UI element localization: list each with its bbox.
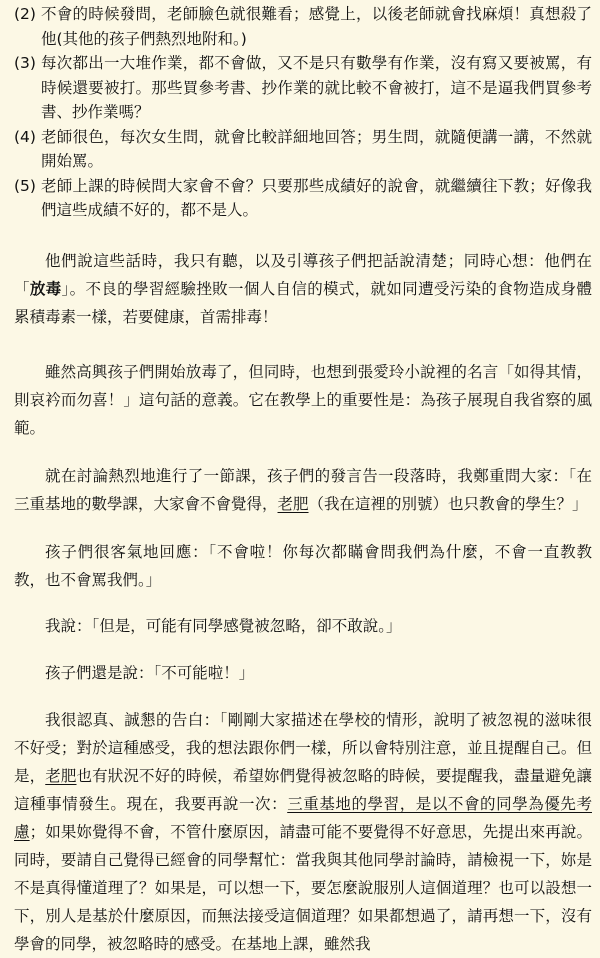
text-run: 也有狀況不好的時候，希望妳們覺得被忽略的時候，要提醒我，盡量避免讓這種事情發生。現在，我要再說一次：: [14, 766, 592, 813]
text-run: 」。不良的學習經驗挫敗一個人自信的模式，就如同遭受污染的食物造成身體累積毒素一樣，若要健康，首需排毒！: [14, 279, 592, 326]
item-number: (5): [14, 176, 36, 195]
underlined-name: 老肥: [45, 766, 77, 785]
item-text: 每次都出一大堆作業，都不會做，又不是只有數學有作業，沒有寫又要被罵，有時候還要被打。那些買參考書、抄作業的就比較不會被打，這不是逼我們買參考書、抄作業嗎？: [41, 54, 592, 121]
list-item: [14, 2, 592, 51]
item-number: (3): [14, 54, 36, 72]
text-run: 他們說這些話時，我只有聽，以及引導孩子們把話說清楚；同時心想：他們在「: [14, 251, 592, 298]
item-number: (4): [14, 127, 36, 146]
list-item: [14, 125, 592, 174]
paragraph-quote: 雖然高興孩子們開始放毒了，但同時，也想到張愛玲小說裡的名言「如得其情，則哀衿而勿喜！」這句話的意義。它在教學上的重要性是：為孩子展現自我省察的風範。: [14, 362, 592, 437]
item-text: 老師上課的時候問大家會不會？只要那些成績好的說會，就繼續往下教；好像我們這些成績不好的，都不是人。: [41, 176, 592, 219]
item-text: 不會的時候發問，老師臉色就很難看；感覺上，以後老師就會找麻煩！真想殺了他(其他的孩子們熱烈地附和。): [41, 5, 592, 48]
paragraph-response: 孩子們很客氣地回應：「不會啦！你每次都瞞會問我們為什麼，不會一直教教教，也不會罵我們。」: [14, 542, 592, 589]
text-run: 就在討論熱烈地進行了一節課，孩子們的發言告一段落時，我鄭重問大家：「在三重基地的數學課，大家會不會覺得，: [14, 466, 592, 513]
underlined-principle: 三重基地的學習，是以不會的同學為優先考慮: [14, 794, 592, 841]
paragraph-reply: 孩子們還是說：「不可能啦！」: [45, 663, 255, 682]
text-run: ；如果妳覺得不會，不管什麼原因，請盡可能不要覺得不好意思，先提出來再說。同時，要請自己覺得已經會的同學幫忙：當我與其他同學討論時，請檢視一下，妳是不是真得懂道理了？如果是，可以想一下，要怎麼說服別人這個道理？也可以設想一下，別人是基於什麼原因，而無法接受這個道理？如果都想過了，請再想一下，沒有學會的同學，被忽略時的感受。在基地上課，雖然我: [14, 822, 592, 953]
bold-term: 放毒: [29, 279, 62, 298]
paragraph-said: 我說：「但是，可能有同學感覺被忽略，卻不敢說。」: [45, 616, 402, 635]
item-number: (2): [14, 5, 36, 23]
item-text: 老師很色，每次女生問，就會比較詳細地回答；男生問，就隨便講一講，不然就開始罵。: [41, 127, 592, 170]
paragraph-confession: [14, 706, 592, 958]
paragraph-question: [14, 462, 592, 518]
underlined-name: 老肥: [277, 494, 309, 513]
text-run: 我很認真、誠懇的告白：「剛剛大家描述在學校的情形，說明了被忽視的滋味很不好受；對於這種感受，我的想法跟你們一樣，所以會特別注意，並且提醒自己。但是，: [14, 710, 592, 785]
list-item: [14, 174, 592, 223]
text-run: （我在這裡的別號）也只教會的學生？」: [308, 494, 588, 513]
list-item: [14, 51, 592, 125]
paragraph-detox: [14, 247, 592, 331]
